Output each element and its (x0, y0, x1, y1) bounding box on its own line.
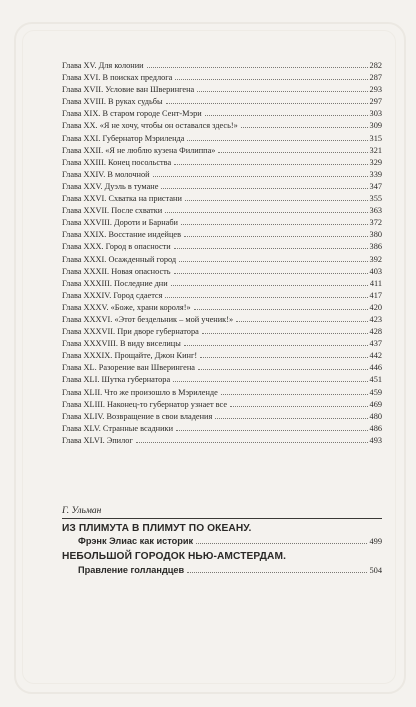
page-number: 309 (369, 121, 382, 131)
dot-leader (187, 564, 367, 573)
page-number: 386 (369, 242, 382, 252)
page-number: 486 (369, 423, 382, 433)
chapter-title: Глава XLII. Что же произошло в Мэриленде (62, 387, 218, 397)
chapter-title: Глава XXXV. «Боже, храни короля!» (62, 302, 191, 312)
dot-leader (215, 410, 367, 419)
dot-leader (136, 434, 368, 443)
toc-row (62, 71, 382, 83)
chapter-title: Глава XXVII. После схватки (62, 206, 163, 216)
author-name: Г. Ульман (62, 506, 102, 516)
toc-row (62, 119, 382, 131)
toc-row (62, 325, 382, 337)
dot-leader (166, 95, 368, 104)
chapter-title: Глава XXXIV. Город сдается (62, 290, 163, 300)
work-title-1: ИЗ ПЛИМУТА В ПЛИМУТ ПО ОКЕАНУ. (62, 523, 252, 534)
page-number: 297 (369, 97, 382, 107)
chapter-title: Глава XXXVI. «Этот бездельник – мой ученик!» (62, 314, 234, 324)
work-subentry-1 (78, 535, 382, 547)
dot-leader (194, 301, 368, 310)
toc-row (62, 168, 382, 180)
dot-leader (173, 373, 367, 382)
chapter-title: Глава XXIX. Восстание индейцев (62, 230, 182, 240)
dot-leader (202, 325, 368, 334)
page-number: 504 (369, 566, 382, 575)
toc-row (62, 349, 382, 361)
chapter-title: Глава XVII. Условие ван Шверингена (62, 85, 195, 95)
toc-row (62, 180, 382, 192)
page-number: 363 (369, 206, 382, 216)
chapter-title: Глава XXXVIII. В виду виселицы (62, 339, 181, 349)
dot-leader (181, 216, 368, 225)
page-number: 303 (369, 109, 382, 119)
toc-row (62, 361, 382, 373)
page-number: 446 (369, 363, 382, 373)
toc-row (62, 240, 382, 252)
toc-row (62, 337, 382, 349)
toc-row (62, 398, 382, 410)
dot-leader (241, 119, 368, 128)
chapter-title: Глава XXVI. Схватка на пристани (62, 194, 182, 204)
page-number: 493 (369, 435, 382, 445)
subentry-label: Фрэнк Элиас как историк (78, 536, 194, 546)
toc-row (62, 277, 382, 289)
page-number: 423 (369, 314, 382, 324)
page-number: 392 (369, 254, 382, 264)
chapter-title: Глава XXXII. Новая опасность (62, 266, 171, 276)
toc-row (62, 313, 382, 325)
toc-row (78, 535, 382, 547)
page-number: 469 (369, 399, 382, 409)
toc-row (62, 59, 382, 71)
dot-leader (198, 361, 368, 370)
dot-leader (187, 132, 367, 141)
page-number: 442 (369, 351, 382, 361)
dot-leader (196, 535, 367, 544)
toc-row (62, 386, 382, 398)
dot-leader (165, 204, 367, 213)
toc-row (62, 301, 382, 313)
toc-row (78, 564, 382, 576)
toc-row (62, 422, 382, 434)
toc-row (62, 228, 382, 240)
dot-leader (161, 180, 367, 189)
dot-leader (200, 349, 367, 358)
chapter-title: Глава XVIII. В руках судьбы (62, 97, 163, 107)
toc-row (62, 265, 382, 277)
dot-leader (165, 289, 367, 298)
toc-row (62, 410, 382, 422)
dot-leader (184, 228, 368, 237)
chapter-title: Глава XVI. В поисках предлога (62, 73, 173, 83)
work-title-2: НЕБОЛЬШОЙ ГОРОДОК НЬЮ-АМСТЕРДАМ. (62, 551, 286, 562)
page-number: 347 (369, 181, 382, 191)
dot-leader (205, 107, 368, 116)
toc-row (62, 107, 382, 119)
chapter-title: Глава XLVI. Эпилог (62, 435, 133, 445)
toc-row (62, 132, 382, 144)
page-number: 355 (369, 194, 382, 204)
table-of-contents (62, 59, 382, 446)
toc-row (62, 289, 382, 301)
dot-leader (218, 144, 367, 153)
author-rule (62, 518, 382, 519)
toc-row (62, 156, 382, 168)
toc-row (62, 253, 382, 265)
dot-leader (179, 253, 367, 262)
dot-leader (174, 265, 368, 274)
dot-leader (197, 83, 367, 92)
page-number: 417 (369, 290, 382, 300)
chapter-title: Глава XXII. «Я не люблю кузена Филиппа» (62, 145, 216, 155)
page-number: 329 (369, 157, 382, 167)
dot-leader (174, 240, 368, 249)
toc-row (62, 83, 382, 95)
dot-leader (176, 422, 368, 431)
page-number: 372 (369, 218, 382, 228)
chapter-title: Глава XLIV. Возвращение в свои владения (62, 411, 213, 421)
page-number: 437 (369, 339, 382, 349)
dot-leader (230, 398, 368, 407)
dot-leader (147, 59, 368, 68)
page-number: 403 (369, 266, 382, 276)
chapter-title: Глава XV. Для колонии (62, 61, 144, 70)
toc-row (62, 434, 382, 446)
chapter-title: Глава XXIV. В молочной (62, 169, 150, 179)
chapter-title: Глава XXX. Город в опасности (62, 242, 171, 252)
dot-leader (174, 156, 367, 165)
dot-leader (171, 277, 368, 286)
page-number: 293 (369, 85, 382, 95)
chapter-title: Глава XXVIII. Дороти и Барнаби (62, 218, 179, 228)
page-number: 315 (369, 133, 382, 143)
chapter-title: Глава XXXIX. Прощайте, Джон Кинг! (62, 351, 198, 361)
toc-row (62, 95, 382, 107)
page-number: 321 (369, 145, 382, 155)
toc-row (62, 204, 382, 216)
chapter-title: Глава XXIII. Конец посольства (62, 157, 172, 167)
page-number: 380 (369, 230, 382, 240)
page-number: 451 (369, 375, 382, 385)
chapter-title: Глава XLIII. Наконец-то губернатор узнает все (62, 399, 228, 409)
chapter-title: Глава XL. Разорение ван Шверингена (62, 363, 195, 373)
chapter-title: Глава XIX. В старом городе Сент-Мэри (62, 109, 202, 119)
page-number: 411 (369, 278, 382, 288)
toc-row (62, 192, 382, 204)
page-number: 428 (369, 327, 382, 337)
chapter-title: Глава XXXVII. При дворе губернатора (62, 327, 199, 337)
toc-row (62, 216, 382, 228)
page-number: 282 (369, 61, 382, 70)
dot-leader (221, 386, 368, 395)
page-number: 499 (369, 537, 382, 546)
chapter-title: Глава XLI. Шутка губернатора (62, 375, 171, 385)
toc-row (62, 373, 382, 385)
dot-leader (153, 168, 368, 177)
page-number: 480 (369, 411, 382, 421)
chapter-title: Глава XXXIII. Последние дни (62, 278, 168, 288)
dot-leader (185, 192, 368, 201)
toc-row (62, 144, 382, 156)
chapter-title: Глава XXXI. Осажденный город (62, 254, 177, 264)
chapter-title: Глава XLV. Странные всадники (62, 423, 174, 433)
page-number: 459 (369, 387, 382, 397)
chapter-title: Глава XXI. Губернатор Мэриленда (62, 133, 185, 143)
dot-leader (175, 71, 367, 80)
page-number: 339 (369, 169, 382, 179)
subentry-label: Правление голландцев (78, 565, 185, 575)
page-number: 420 (369, 302, 382, 312)
page-number: 287 (369, 73, 382, 83)
dot-leader (184, 337, 368, 346)
dot-leader (236, 313, 367, 322)
chapter-title: Глава XX. «Я не хочу, чтобы он оставался здесь!» (62, 121, 238, 131)
chapter-title: Глава XXV. Дуэль в тумане (62, 181, 159, 191)
work-subentry-2 (78, 564, 382, 576)
